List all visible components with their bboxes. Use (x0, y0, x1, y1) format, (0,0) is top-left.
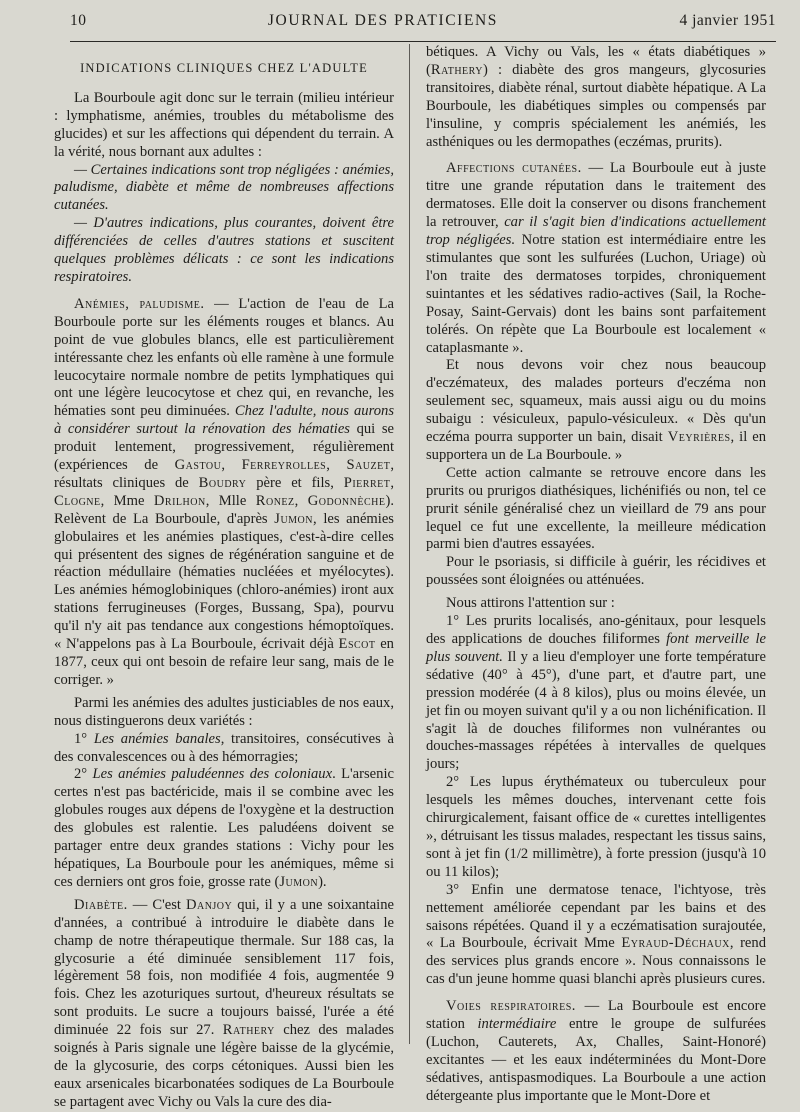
skin-paragraph: Affections cutanées. — La Bourboule eut à juste titre une grande réputation dans le traitement des dermatoses. Elle doit la conserver ou disons franchement la retrouver, car il s'agit bien d'indications actuellement trop négligées. Notre station est intermédiaire entre les stimulantes que sont les sulfurées (Luchon, Uriage) où l'on traite des dermatoses torpides, chroniquement suintantes et les sédatives radio-actives (Sail, la Roche-Posay, Saint-Gervais) dont les bains sont parfaitement tolérés. On répète que La Bourboule est localement « cataplasmante ». (426, 160, 766, 356)
diabetes-paragraph: Diabète. — C'est Danjoy qui, il y a une soixantaine d'années, a contribué à introduire le diabète dans le champ de notre thérapeutique thermale. Sur 188 cas, la glycosurie a été diminuée sensiblement 117 fois, légèrement 58 fois, non modifiée 4 fois, augmentée 9 fois. Chez les azoturiques surtout, d'heureux résultats se sont produits. Le sucre a toujours baissé, l'urée a été diminuée 22 fois sur 27. Rathery chez des malades soignés à Paris signale une légère baisse de la glycémie, de la glycosurie, des corps cétoniques. Aussi bien les eaux arsenicales bicarbonatées sodiques de La Bourboule se partagent avec Vichy ou Vals la cure des dia- (54, 896, 394, 1110)
item-1: 1° Les prurits localisés, ano-génitaux, pour lesquels des applications de douches filiformes font merveille le plus souvent. Il y a lieu d'employer une forte température sédative (40° à 45°), d'une part, et d'autre part, une pression modérée (4 à 8 kilos), plus ou moins élevée, un jet fin ou moyen suivant qu'il y a ou non lichénification. Il s'agit là de douches filiformes non vulnérantes ou douches-massages répétées à intervalles de quelques jours; (426, 613, 767, 773)
neglected-indications: — Certaines indications sont trop négligées : anémies, paludisme, diabète et même de nombreuses affections cutanées. (54, 161, 394, 214)
left-column (54, 44, 395, 1110)
variety-2: 2° Les anémies paludéennes des coloniaux. L'arsenic certes n'est pas bactéricide, mais il se combine avec les globules rouges aux dépens de l'oxygène et la destruction des globules est ralentie. Les paludéens doivent se partager entre deux grandes stations : Vichy pour les hépatiques, La Bourboule pour les anémiques, même si ces derniers ont gros foie, grosse rate (Jumon). (54, 766, 394, 890)
item-3: 3° Enfin une dermatose tenace, l'ichtyose, très nettement améliorée cependant par les bains et des saisons répétées. Quand il y a eczématisation surajoutée, « La Bourboule, écrivait Mme Eyraud-Déchaux, rend des services plus grands encore ». Nous connaissons le cas d'un jeune homme quasi blanchi après plusieurs cures. (426, 881, 766, 988)
psoriasis-paragraph: Pour le psoriasis, si difficile à guérir, les récidives et poussées sont éloignées ou atténuées. (426, 554, 766, 589)
page-number: 10 (70, 12, 87, 29)
item-2: 2° Les lupus érythémateux ou tuberculeux pour lesquels les mêmes douches, intervenant cette fois chirurgicalement, faisant office de « curettes intelligentes », détruisant les tissus malades, respectant les tissus sains, sont à jet fin (1/2 millimètre), à forte pression (jusqu'à 10 ou 11 kilos); (426, 774, 766, 880)
eczema-paragraph: Et nous devons voir chez nous beaucoup d'eczémateux, des malades porteurs d'eczéma non seulement sec, squameux, mais aussi aigu ou du moins subaigu : vésiculeux, papulo-vésiculeux. « Dès qu'un eczéma pourra supporter un bain, disait Veyrières, il en supportera un de La Bourboule. » (426, 357, 766, 463)
diabetes-continued: bétiques. A Vichy ou Vals, les « états diabétiques » (Rathery) : diabète des gros mangeurs, glycosuries transitoires, diabète rénal, surtout diabète hépatique. A La Bourboule, les diabétiques simples ou compensés par l'insuline, y compris spécialement les anémiés, les asthéniques ou les dermopathes (eczémas, prurits). (426, 44, 766, 150)
skin-heading: Affections cutanées. (446, 160, 582, 177)
issue-date: 4 janvier 1951 (679, 12, 776, 29)
anemia-heading: Anémies, paludisme. (74, 295, 205, 312)
right-column (426, 44, 767, 1104)
intro-paragraph: La Bourboule agit donc sur le terrain (milieu intérieur : lymphatisme, anémies, troubles du métabolisme des glucides) et sur les affections qui dépendent du terrain. A la vérité, nous bornant aux adultes : (54, 89, 394, 160)
variety-1: 1° Les anémies banales, transitoires, consécutives à des convalescences ou à des hémorragies; (54, 730, 394, 765)
section-title: INDICATIONS CLINIQUES CHEZ L'ADULTE (80, 61, 368, 75)
journal-title: JOURNAL DES PRATICIENS (267, 12, 499, 29)
other-indications: — D'autres indications, plus courantes, doivent être différenciées de celles d'autres stations et suscitent quelques problèmes délicats : ce sont les indications respiratoires. (54, 215, 394, 285)
adult-anemia-intro: Parmi les anémies des adultes justiciables de nos eaux, nous distinguerons deux variétés : (54, 694, 394, 729)
diabetes-heading: Diabète. (74, 896, 128, 913)
column-divider (409, 44, 410, 1044)
calming-paragraph: Cette action calmante se retrouve encore dans les prurits ou prurigos diathésiques, lichénifiés ou non, tel ce prurit sénile généralisé chez un vieillard de 79 ans pour lequel ce fut une excellente, la meilleure médication parmi bien d'autres essayées. (426, 464, 766, 553)
respiratory-paragraph: Voies respiratoires. — La Bourboule est encore station intermédiaire entre le groupe de sulfurées (Luchon, Cauterets, Ax, Challes, Saint-Honoré) excitantes — et les eaux indéterminées du Mont-Dore sédatives, antispasmodiques. La Bourboule a une action détergeante plus importante que le Mont-Dore et (426, 998, 766, 1104)
respiratory-heading: Voies respiratoires. (446, 998, 576, 1015)
anemia-paragraph: Anémies, paludisme. — L'action de l'eau de La Bourboule porte sur les éléments rouges et blancs. Au point de vue globules blancs, elle est particulièrement intéressante chez les enfants où elle ramène à une formule leucocytaire normale nombre de petits lymphatiques qui ont une légère leucocytose et chez qui, en revanche, les hématies sont peu diminuées. Chez l'adulte, nous aurons à considérer surtout la rénovation des hématies qui se produit lentement, progressivement, régulièrement (expériences de Gastou, Ferreyrolles, Sauzet, résultats cliniques de Boudry père et fils, Pierret, Clogne, Mme Drilhon, Mlle Ronez, Godonnèche). Relèvent de La Bourboule, d'après Jumon, les anémies globulaires et les anémies plastiques, c'est-à-dire celles qui présentent des signes de régénération sanguine et de réaction médullaire (hématies nucléées et myélocytes). Les anémies hémoglobiniques (chloro-anémies) iront aux stations ferrugineuses (Forges, Bussang, Spa), pourvu qu'il n'y ait pas tendance aux congestions hémoptoïques. « N'appelons pas à La Bourboule, écrivait déjà Escot en 1877, ceux qui ont besoin de refaire leur sang, mais de le corriger. » (54, 295, 395, 688)
attention-intro: Nous attirons l'attention sur : (446, 595, 615, 612)
page-header (70, 12, 776, 42)
